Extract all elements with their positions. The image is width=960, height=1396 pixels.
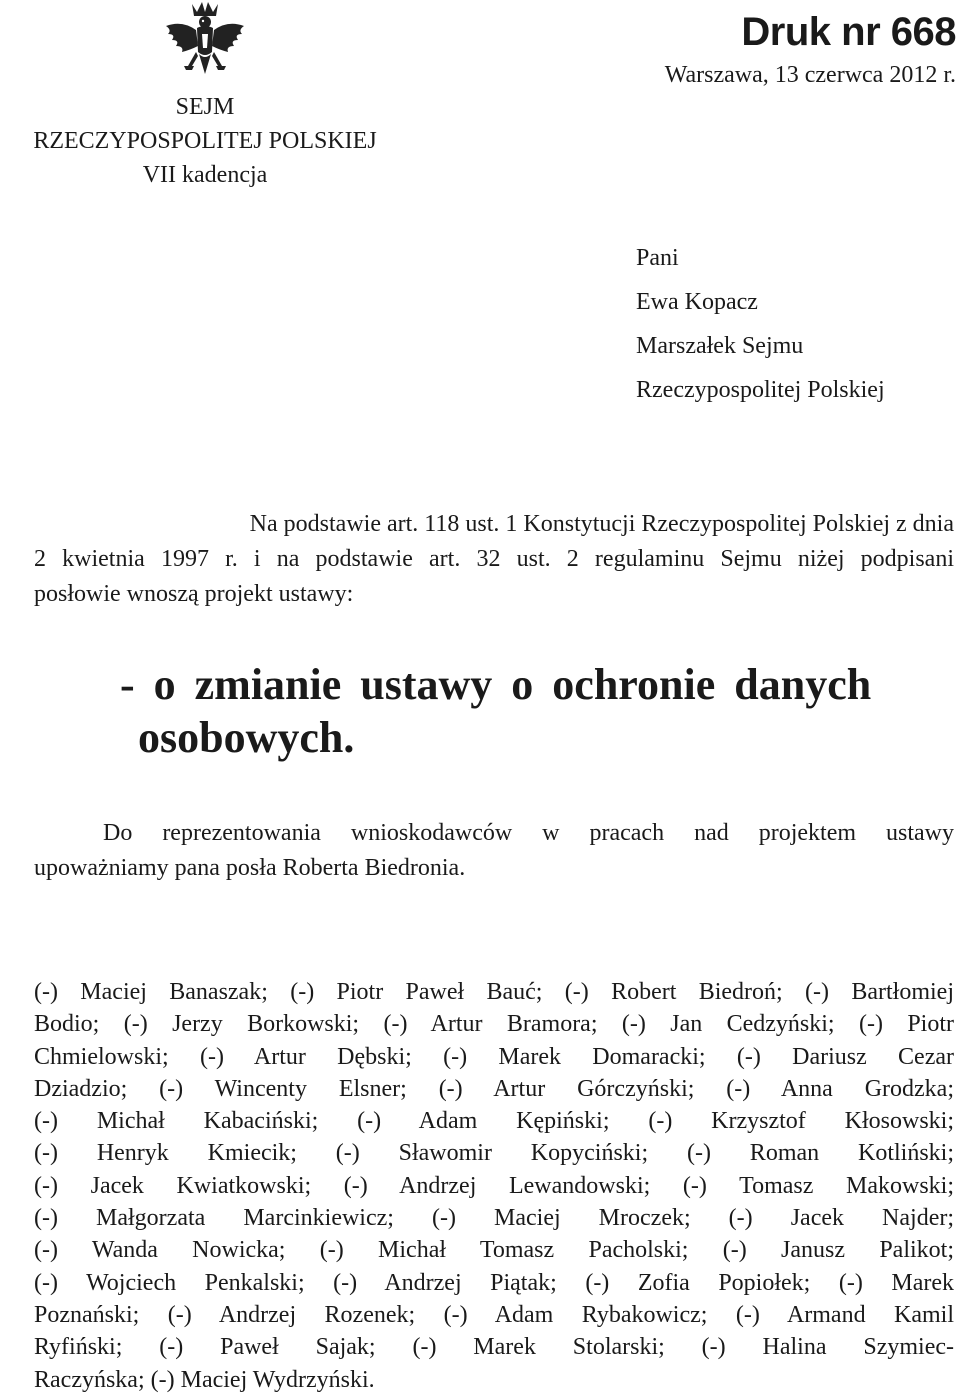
signatories-line: (-) Małgorzata Marcinkiewicz; (-) Maciej Mroczek; (-) Jacek Najder; <box>34 1205 954 1232</box>
signatories-line: (-) Henryk Kmiecik; (-) Sławomir Kopyciński; (-) Roman Kotliński; <box>34 1140 954 1167</box>
institution-line: SEJM <box>175 94 235 120</box>
institution-line: RZECZYPOSPOLITEJ POLSKIEJ <box>33 128 377 154</box>
print-number: Druk nr 668 <box>741 10 956 54</box>
signatories-line: (-) Jacek Kwiatkowski; (-) Andrzej Lewandowski; (-) Tomasz Makowski; <box>34 1172 954 1199</box>
institution-block <box>0 90 410 192</box>
signatories-line: Chmielowski; (-) Artur Dębski; (-) Marek Domaracki; (-) Dariusz Cezar <box>34 1043 954 1070</box>
signatories-line: Dziadzio; (-) Wincenty Elsner; (-) Artur Górczyński; (-) Anna Grodzka; <box>34 1075 954 1102</box>
intro-line: 2 kwietnia 1997 r. i na podstawie art. 32 ust. 2 regulaminu Sejmu niżej podpisani <box>34 546 954 572</box>
addressee-line: Ewa Kopacz <box>636 289 758 315</box>
polish-eagle-emblem-icon <box>152 0 258 86</box>
document-date: Warszawa, 13 czerwca 2012 r. <box>664 62 956 88</box>
signatories-line: Bodio; (-) Jerzy Borkowski; (-) Artur Bramora; (-) Jan Cedzyński; (-) Piotr <box>34 1011 954 1038</box>
addressee-block <box>636 236 885 412</box>
representation-line: upoważniamy pana posła Roberta Biedronia. <box>34 855 466 881</box>
bill-title-line: - o zmianie ustawy o ochronie danych <box>120 660 872 709</box>
signatories-line: (-) Wanda Nowicka; (-) Michał Tomasz Pacholski; (-) Janusz Palikot; <box>34 1237 954 1264</box>
institution-line: VII kadencja <box>142 162 268 188</box>
representation-line: Do reprezentowania wnioskodawców w pracach nad projektem ustawy <box>103 820 954 846</box>
bill-title-line: osobowych. <box>138 713 355 762</box>
signatories-list <box>34 976 954 1396</box>
signatories-line: Ryfiński; (-) Paweł Sajak; (-) Marek Stolarski; (-) Halina Szymiec- <box>34 1334 954 1361</box>
signatories-line: (-) Maciej Banaszak; (-) Piotr Paweł Bauć; (-) Robert Biedroń; (-) Bartłomiej <box>34 979 954 1005</box>
signatories-line: (-) Michał Kabaciński; (-) Adam Kępiński; (-) Krzysztof Kłosowski; <box>34 1108 954 1135</box>
addressee-line: Pani <box>636 245 679 271</box>
signatories-line: Raczyńska; (-) Maciej Wydrzyński. <box>34 1366 375 1393</box>
signatories-line: Poznański; (-) Andrzej Rozenek; (-) Adam Rybakowicz; (-) Armand Kamil <box>34 1301 954 1328</box>
addressee-line: Marszałek Sejmu <box>636 333 804 359</box>
bill-title <box>120 658 956 764</box>
intro-line: Na podstawie art. 118 ust. 1 Konstytucji Rzeczypospolitej Polskiej z dnia <box>249 511 954 537</box>
addressee-line: Rzeczypospolitej Polskiej <box>636 377 885 403</box>
signatories-line: (-) Wojciech Penkalski; (-) Andrzej Piątak; (-) Zofia Popiołek; (-) Marek <box>34 1269 954 1296</box>
representation-paragraph <box>34 816 954 886</box>
intro-line: posłowie wnoszą projekt ustawy: <box>34 581 354 607</box>
intro-paragraph <box>34 507 954 612</box>
